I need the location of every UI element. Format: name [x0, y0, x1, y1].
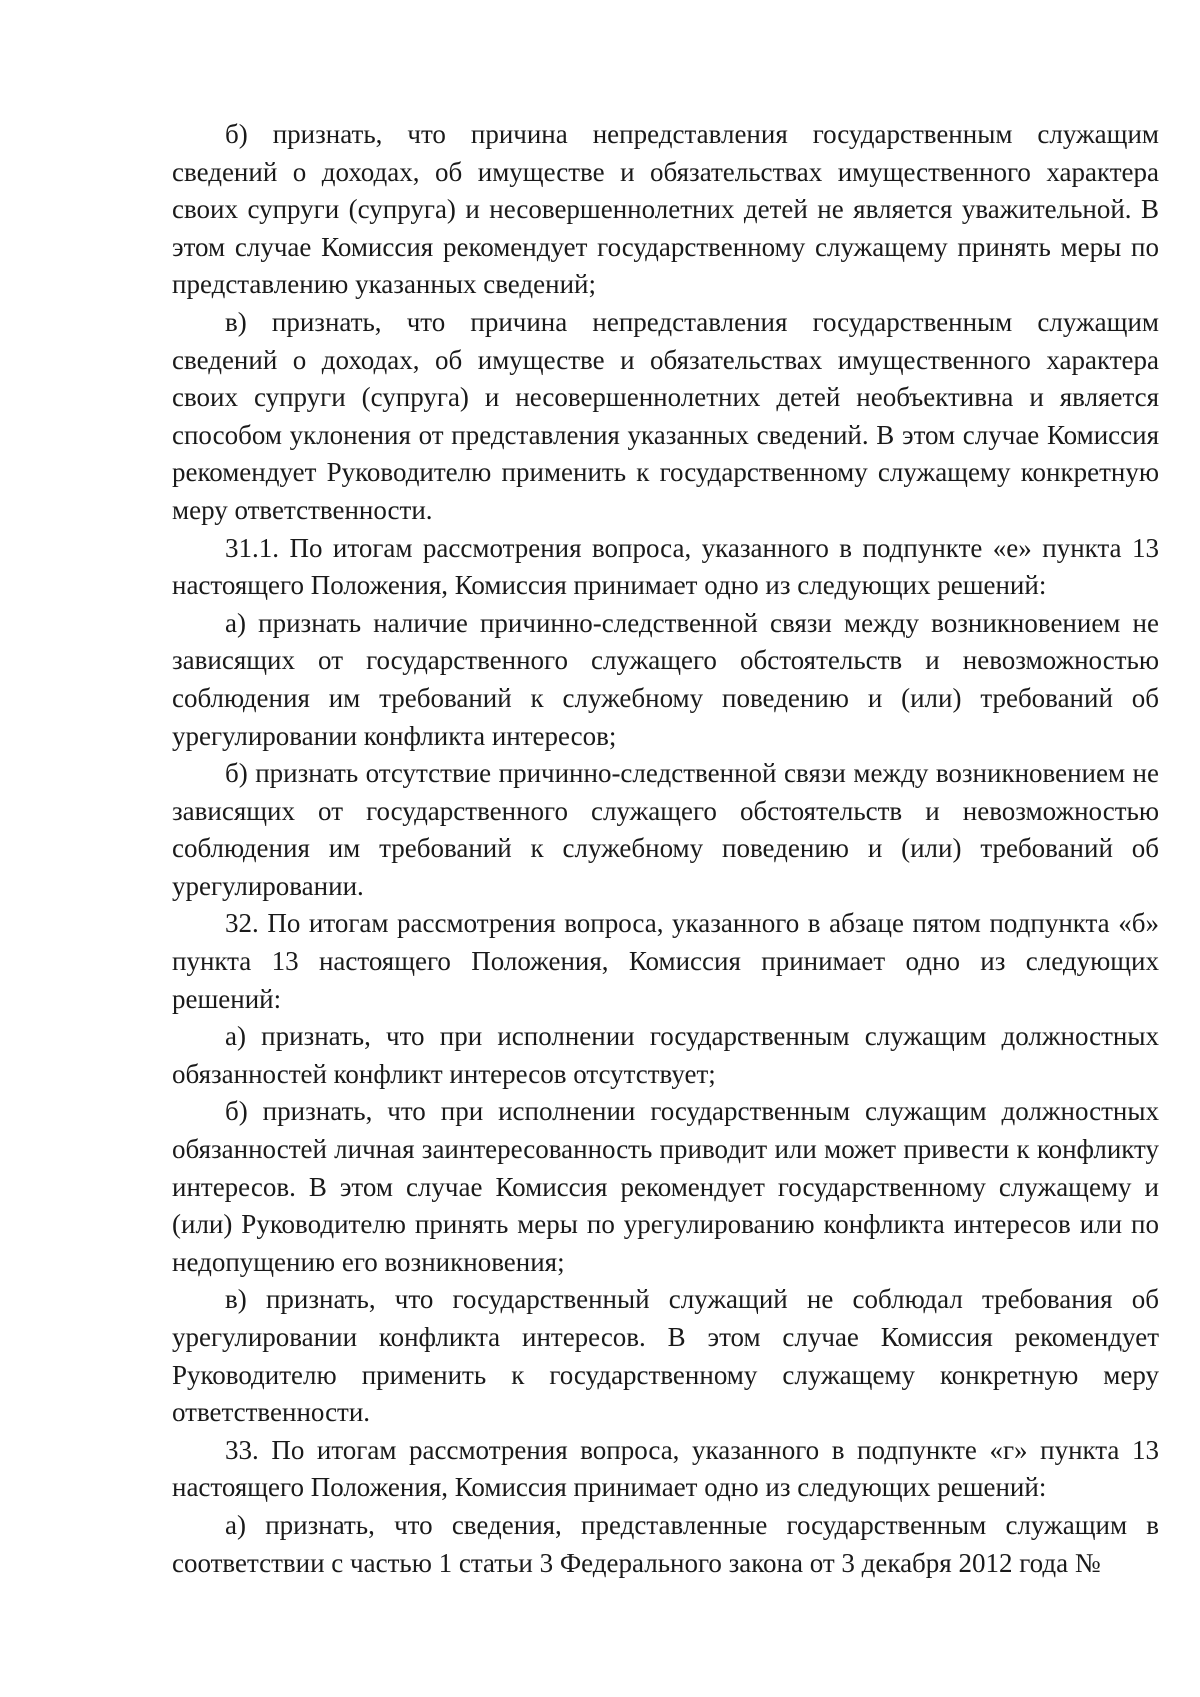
paragraph-32-a: а) признать, что при исполнении государственным служащим должностных обязанностей конфликт интересов отсутствует;	[172, 1021, 1159, 1089]
paragraph-31-1-b: б) признать отсутствие причинно-следственной связи между возникновением не зависящих от государственного служащего обстоятельств и невозможностью соблюдения им требований к служебному поведению и (или) требований об урегулировании.	[172, 758, 1159, 901]
paragraph-b-unjustified-reason: б) признать, что причина непредставления государственным служащим сведений о доходах, об имуществе и обязательствах имущественного характера своих супруги (супруга) и несовершеннолетних детей не является уважительной. В этом случае Комиссия рекомендует государственному служащему принять меры по представлению указанных сведений;	[172, 119, 1159, 300]
paragraph-32: 32. По итогам рассмотрения вопроса, указанного в абзаце пятом подпункта «б» пункта 13 настоящего Положения, Комиссия принимает одно из следующих решений:	[172, 908, 1159, 1014]
paragraph-32-b: б) признать, что при исполнении государственным служащим должностных обязанностей личная заинтересованность приводит или может привести к конфликту интересов. В этом случае Комиссия рекомендует государственному служащему и (или) Руководителю принять меры по урегулированию конфликта интересов или по недопущению его возникновения;	[172, 1096, 1159, 1277]
document-text	[172, 116, 1159, 1582]
paragraph-33: 33. По итогам рассмотрения вопроса, указанного в подпункте «г» пункта 13 настоящего Положения, Комиссия принимает одно из следующих решений:	[172, 1434, 1159, 1503]
paragraph-31-1: 31.1. По итогам рассмотрения вопроса, указанного в подпункте «е» пункта 13 настоящего Положения, Комиссия принимает одно из следующих решений:	[172, 532, 1159, 601]
paragraph-v-evasion: в) признать, что причина непредставления государственным служащим сведений о доходах, об имуществе и обязательствах имущественного характера своих супруги (супруга) и несовершеннолетних детей необъективна и является способом уклонения от представления указанных сведений. В этом случае Комиссия рекомендует Руководителю применить к государственному служащему конкретную меру ответственности.	[172, 306, 1159, 525]
paragraph-32-v: в) признать, что государственный служащий не соблюдал требования об урегулировании конфликта интересов. В этом случае Комиссия рекомендует Руководителю применить к государственному служащему конкретную меру ответственности.	[172, 1284, 1159, 1428]
paragraph-33-a: а) признать, что сведения, представленные государственным служащим в соответствии с частью 1 статьи 3 Федерального закона от 3 декабря 2012 года №	[172, 1509, 1159, 1578]
paragraph-31-1-a: а) признать наличие причинно-следственной связи между возникновением не зависящих от государственного служащего обстоятельств и невозможностью соблюдения им требований к служебному поведению и (или) требований об урегулировании конфликта интересов;	[172, 607, 1159, 751]
